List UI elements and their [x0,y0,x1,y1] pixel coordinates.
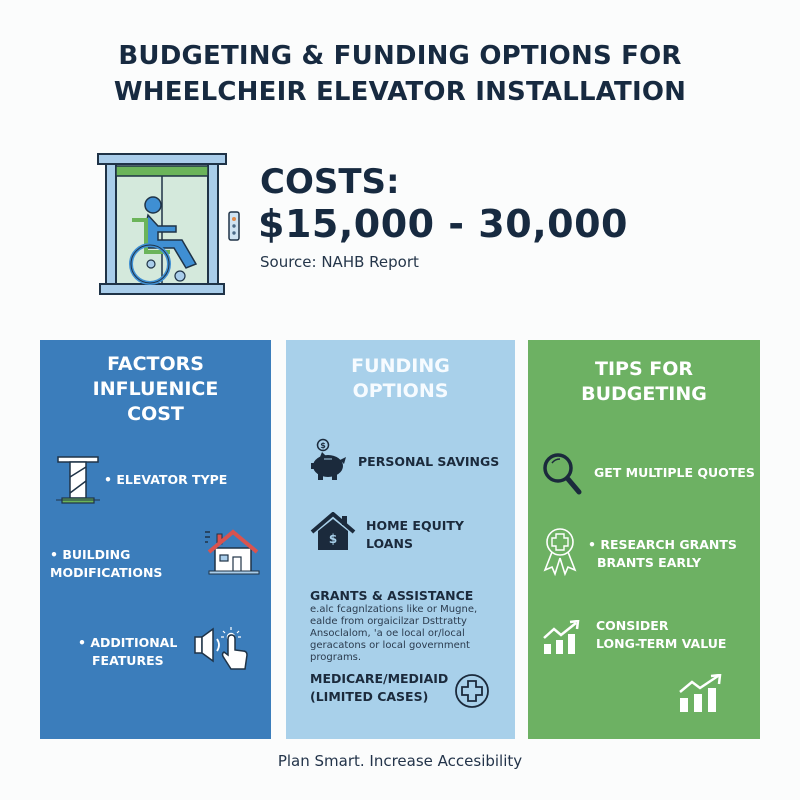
title-line: FACTORS [107,353,204,375]
factor-elevator-type: • ELEVATOR TYPE [104,472,228,487]
item-line: CONSIDER [596,618,669,633]
panel-funding [286,340,515,739]
title-line: OPTIONS [352,380,449,402]
medical-cross-icon [454,673,490,713]
funding-medicare-medicaid [310,670,448,706]
costs-label: COSTS: [260,162,400,202]
desc-line: e.alc fcagnlzations like or Mugne, [310,604,478,615]
page-title [0,38,800,110]
panel-funding-title [286,354,515,404]
item-line: • ADDITIONAL [78,635,178,650]
item-line: • RESEARCH GRANTS [588,537,737,552]
ribbon-cross-icon [542,526,578,582]
item-line: • BUILDING [50,547,131,562]
desc-line: Ansoclalom, 'a oe local or/local [310,628,465,639]
funding-personal-savings: PERSONAL SAVINGS [358,454,500,469]
panel-tips-title [528,357,760,407]
funding-grants-assistance: GRANTS & ASSISTANCE [310,588,474,603]
item-line: MODIFICATIONS [50,565,163,580]
desc-line: geracatons or local government [310,640,470,651]
svg-text:$: $ [320,441,326,450]
funding-home-equity-loans [366,517,464,553]
desc-line: programs. [310,652,362,663]
growth-chart-icon [542,620,582,660]
item-line: BRANTS EARLY [597,555,702,570]
house-icon [203,528,261,580]
growth-chart-icon [678,674,724,718]
desc-line: ealde from orgaicilzar Dsttratty [310,616,467,627]
svg-text:$: $ [328,532,338,546]
item-line: LOANS [366,536,413,551]
grants-description [310,604,510,664]
panel-tips [528,340,760,739]
costs-value: $15,000 - 30,000 [258,202,628,246]
item-line: FEATURES [92,653,164,668]
title-line: INFLUENICE [92,378,219,400]
item-line: LONG-TERM VALUE [596,636,727,651]
tip-consider-long-term-value [596,617,726,653]
title-line-1: BUDGETING & FUNDING OPTIONS FOR [118,41,682,71]
speaker-touch-icon [193,623,253,677]
title-line: BUDGETING [581,383,707,405]
title-line-2: WHEELCHEIR ELEVATOR INSTALLATION [113,77,687,107]
piggy-bank-icon [306,438,352,486]
factor-additional-features [78,634,177,670]
house-dollar-icon [310,512,356,556]
magnifier-icon [542,451,584,501]
footer-tagline: Plan Smart. Increase Accesibility [277,752,523,770]
tip-get-multiple-quotes: GET MULTIPLE QUOTES [594,465,755,480]
elevator-column-icon [55,455,101,511]
item-line: (LIMITED CASES) [310,689,429,704]
title-line: COST [127,403,184,425]
item-line: HOME EQUITY [366,518,464,533]
panel-factors-title [40,352,271,427]
costs-source: Source: NAHB Report [260,253,419,271]
wheelchair-elevator-icon [96,152,248,298]
title-line: FUNDING [351,355,450,377]
factor-building-modifications [50,546,162,582]
item-line: MEDICARE/MEDIAID [310,671,449,686]
tip-research-grants [588,536,737,572]
panel-factors [40,340,271,739]
title-line: TIPS FOR [594,358,693,380]
